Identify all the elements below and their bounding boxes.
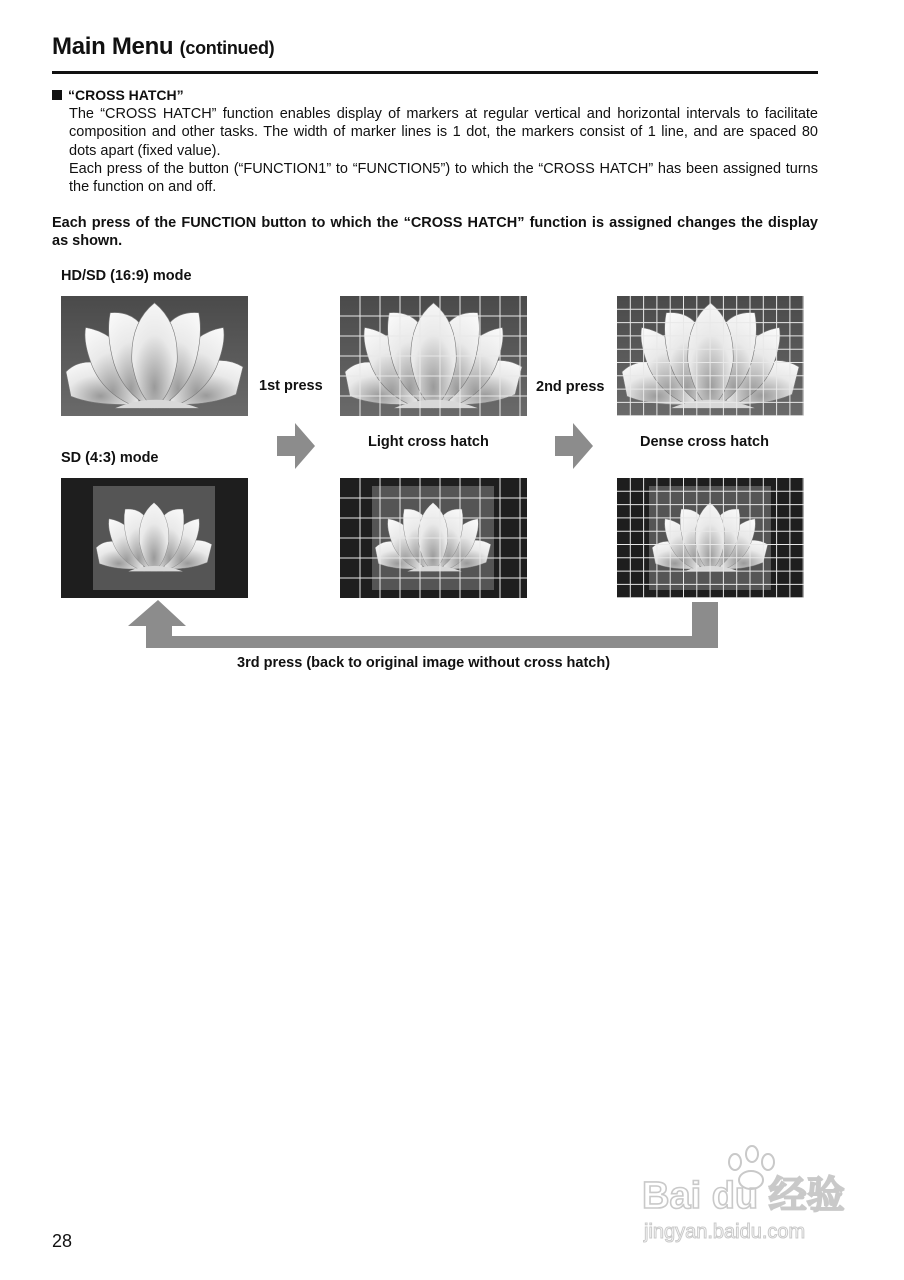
section-paragraph-2: Each press of the button (“FUNCTION1” to “FUNCTION5”) to which the “CROSS HATCH” has been assigned turns the function on and off.	[69, 160, 818, 196]
press2-arrow-icon	[555, 423, 593, 469]
section-body	[69, 105, 818, 196]
square-bullet-icon	[52, 90, 62, 100]
hd-original-image	[61, 296, 248, 416]
sd-original-image	[61, 478, 248, 598]
instruction-text: Each press of the FUNCTION button to which the “CROSS HATCH” function is assigned changes the display as shown.	[52, 215, 818, 250]
baidu-jingyan-watermark	[640, 1140, 860, 1250]
page-number: 28	[52, 1231, 73, 1251]
sd-mode-label: SD (4:3) mode	[61, 450, 159, 466]
section-heading-text: “CROSS HATCH”	[68, 87, 184, 103]
title-rule	[52, 71, 818, 74]
watermark-brand: Bai du 经验	[642, 1175, 845, 1217]
section-heading	[52, 87, 184, 103]
watermark-url: jingyan.baidu.com	[644, 1221, 806, 1243]
sd-dense-hatch-image	[617, 478, 804, 598]
press3-return-arrow-icon	[128, 600, 720, 650]
light-cross-hatch-label: Light cross hatch	[368, 434, 489, 450]
hd-mode-label: HD/SD (16:9) mode	[61, 268, 192, 284]
press2-label: 2nd press	[536, 379, 605, 395]
page-title-suffix: (continued)	[179, 38, 275, 58]
press3-label: 3rd press (back to original image without cross hatch)	[237, 655, 611, 671]
hd-dense-hatch-image	[617, 296, 804, 416]
section-paragraph-1: The “CROSS HATCH” function enables display of markers at regular vertical and horizontal intervals to facilitate composition and other tasks. The width of marker lines is 1 dot, the markers consist of 1 line, and are spaced 80 dots apart (fixed value).	[69, 106, 818, 159]
page-title	[52, 33, 274, 61]
sd-light-hatch-image	[340, 478, 527, 598]
press1-label: 1st press	[259, 378, 323, 394]
dense-cross-hatch-label: Dense cross hatch	[640, 434, 769, 450]
page-title-main: Main Menu	[52, 33, 174, 60]
hd-light-hatch-image	[340, 296, 527, 416]
press1-arrow-icon	[277, 423, 315, 469]
